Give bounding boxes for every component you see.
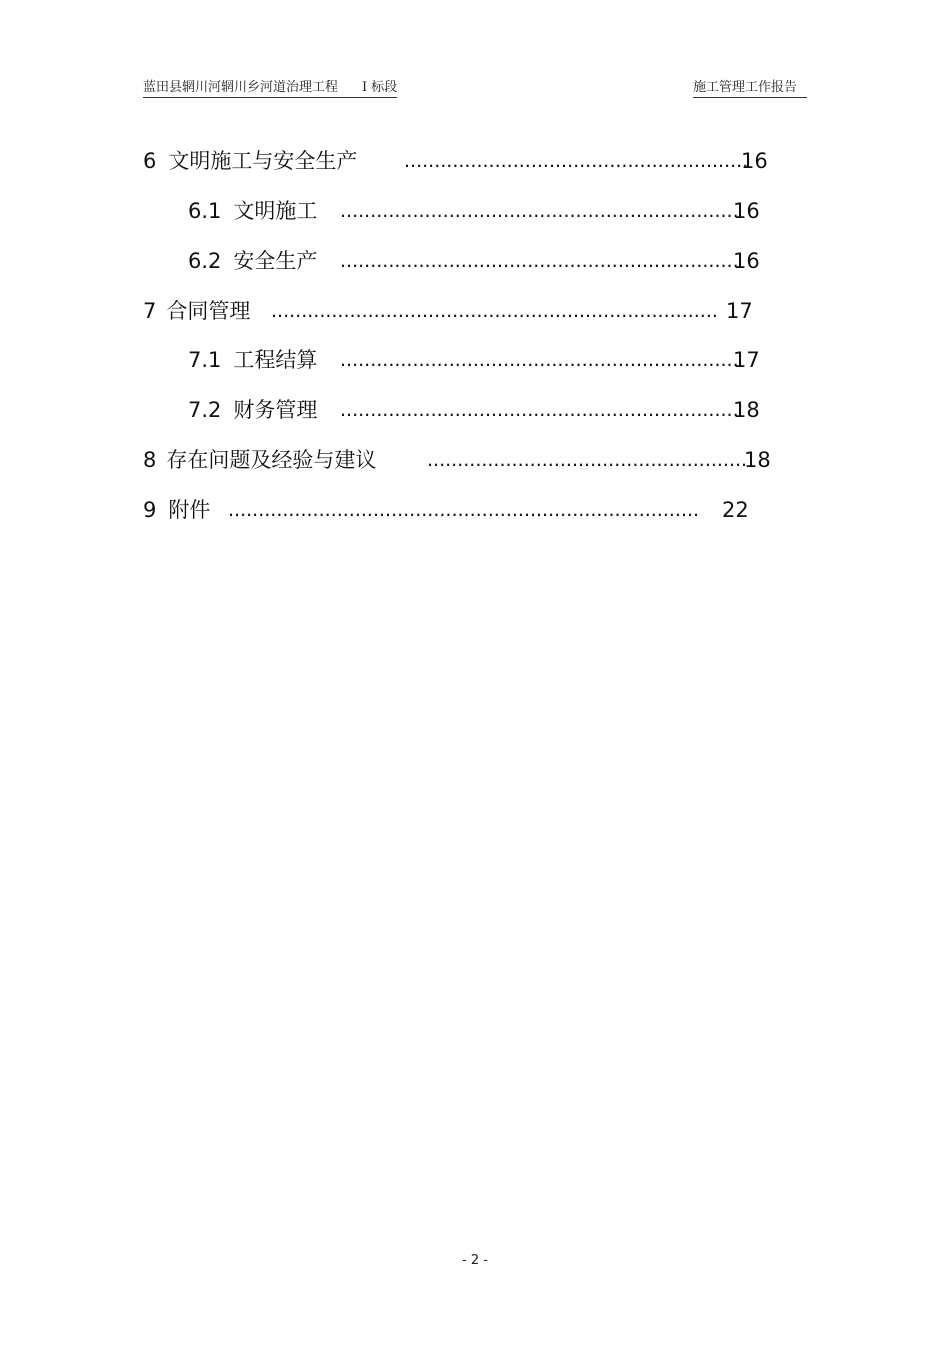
- toc-leader-dots: ..........................................................................: [271, 300, 718, 322]
- toc-entry-number: 6.1: [188, 199, 222, 223]
- toc-entry-number: 8: [143, 448, 157, 472]
- toc-entry-title: 工程结算: [233, 348, 318, 372]
- toc-entry-page: 16: [733, 249, 760, 273]
- toc-entry-title: 附件: [168, 498, 211, 522]
- toc-entry-page: 22: [722, 498, 749, 522]
- toc-entry[interactable]: [188, 345, 768, 375]
- toc-entry-number: 7.1: [188, 348, 222, 372]
- toc-entry[interactable]: [188, 196, 768, 226]
- toc-entry-number: 7: [143, 299, 157, 323]
- page-number: - 2 -: [462, 1253, 488, 1268]
- toc-entry[interactable]: [143, 296, 763, 326]
- toc-entry-page: 16: [733, 199, 760, 223]
- header-section-label: I 标段: [362, 80, 398, 95]
- header-report-title: 施工管理工作报告: [693, 76, 807, 98]
- toc-entry-title: 安全生产: [233, 249, 318, 273]
- toc-leader-dots: .....................................................: [427, 449, 748, 471]
- toc-entry-page: 18: [744, 448, 771, 472]
- page-header: [143, 72, 807, 94]
- toc-entry-page: 18: [733, 398, 760, 422]
- toc-leader-dots: ..............................................................................: [228, 499, 700, 521]
- toc-entry[interactable]: [143, 445, 773, 475]
- toc-leader-dots: ..................................................................: [340, 349, 739, 371]
- toc-leader-dots: ..................................................................: [340, 399, 739, 421]
- toc-entry-number: 6.2: [188, 249, 222, 273]
- toc-entry-title: 文明施工: [233, 199, 318, 223]
- toc-entry-title: 财务管理: [233, 398, 318, 422]
- toc-entry-title: 存在问题及经验与建议: [166, 448, 377, 472]
- toc-entry[interactable]: [188, 246, 768, 276]
- toc-entry[interactable]: [143, 495, 753, 525]
- toc-leader-dots: ..................................................................: [340, 200, 739, 222]
- toc-leader-dots: .........................................................: [404, 150, 749, 172]
- toc-entry-number: 7.2: [188, 398, 222, 422]
- toc-entry-title: 合同管理: [166, 299, 251, 323]
- toc-entry[interactable]: [143, 146, 773, 176]
- header-project-title: [143, 76, 397, 98]
- toc-leader-dots: ..................................................................: [340, 250, 739, 272]
- toc-entry-number: 9: [143, 498, 157, 522]
- toc-entry-title: 文明施工与安全生产: [168, 149, 358, 173]
- toc-entry-page: 16: [741, 149, 768, 173]
- toc-entry-page: 17: [726, 299, 753, 323]
- toc-entry-number: 6: [143, 149, 157, 173]
- header-project-name: 蓝田县辋川河辋川乡河道治理工程: [143, 80, 339, 95]
- toc-entry[interactable]: [188, 395, 768, 425]
- toc-entry-page: 17: [733, 348, 760, 372]
